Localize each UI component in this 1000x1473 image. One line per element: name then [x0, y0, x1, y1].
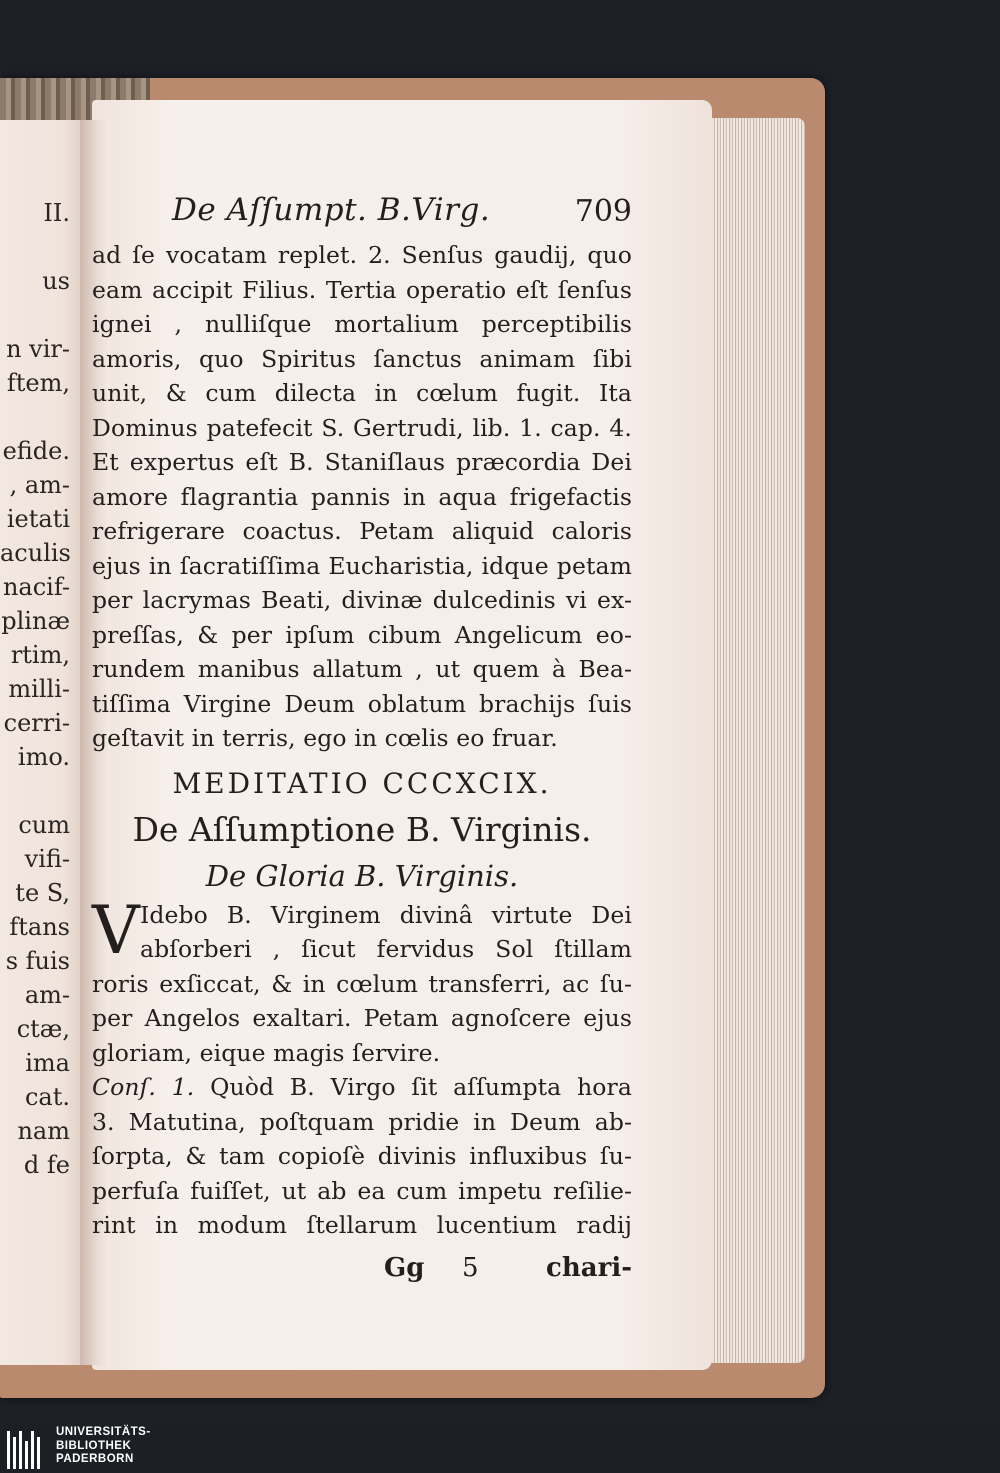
logo-line-3: PADERBORN [56, 1453, 134, 1465]
library-logo-icon [6, 1427, 50, 1471]
drop-cap: V [92, 891, 140, 969]
text-line: perfuſa fuiſſet, ut ab ea cum impetu reſilie- [92, 1176, 632, 1205]
text-line: preſſas, & per ipſum cibum Angelicum eo- [92, 620, 632, 649]
text-line: unit, & cum dilecta in cœlum fugit. Ita [92, 379, 632, 407]
page-number: 709 [574, 194, 632, 229]
left-page-line: , am- [9, 471, 70, 499]
text-line: rint in modum ſtellarum lucentium radij [92, 1211, 632, 1239]
page-edges [700, 118, 805, 1363]
text-line: amoris, quo Spiritus ſanctus animam ſibi [92, 344, 632, 373]
second-paragraph [92, 1105, 632, 1243]
left-page-line: te S, [15, 879, 70, 907]
consideration-text: Quòd B. Virgo ſit aſſumpta hora [210, 1073, 632, 1101]
left-page-line: milli- [8, 675, 70, 703]
signature-mark: Gg [384, 1252, 425, 1283]
text-line: amore flagrantia pannis in aqua frigefactis [92, 482, 632, 511]
text-line: Idebo B. Virginem divinâ virtute Dei [140, 900, 632, 929]
catchline [92, 1247, 632, 1291]
logo-line-1: UNIVERSITÄTS- [56, 1426, 151, 1438]
text-line: geſtavit in terris, ego in cœlis eo fruar. [92, 724, 558, 752]
left-page-line: ftans [9, 913, 70, 941]
left-page-text [0, 196, 70, 1182]
first-paragraph [92, 891, 632, 1071]
left-page-line: aculis [0, 539, 71, 567]
left-page-line: II. [43, 199, 70, 227]
left-page-line: s fuis [5, 947, 70, 975]
left-page-line [0, 298, 70, 332]
signature-number: 5 [462, 1252, 479, 1283]
left-page-line: ftem, [6, 369, 70, 397]
left-page-line: nacif- [2, 573, 70, 601]
section-heading: De Aſſumptione B. Virginis. [132, 809, 592, 849]
text-line: roris exſiccat, & in cœlum transferri, ac ſu- [92, 969, 632, 998]
left-page-line: ima [25, 1049, 70, 1077]
text-line: ſorpta, & tam copioſè divinis influxibus ſu- [92, 1142, 632, 1170]
running-head [92, 188, 632, 238]
meditatio-heading: MEDITATIO CCCXCIX. [172, 766, 552, 800]
left-page-line [0, 230, 70, 264]
left-page-line: cerri- [3, 709, 70, 737]
left-page-line: ietati [6, 505, 70, 533]
left-page-line: efide. [2, 437, 70, 465]
text-line: rundem manibus allatum , ut quem à Bea- [92, 655, 632, 683]
left-page-line: rtim, [10, 641, 70, 669]
text-line: Et expertus eſt B. Staniſlaus præcordia Dei [92, 448, 632, 476]
section-subheading: De Gloria B. Virginis. [205, 858, 519, 893]
left-page-line: nam [17, 1117, 70, 1145]
text-line: ignei , nulliſque mortalium perceptibilis [92, 310, 632, 338]
running-head-title: De Aſſumpt. B.Virg. [172, 192, 491, 228]
left-page-line: am- [24, 981, 70, 1009]
text-line: refrigerare coactus. Petam aliquid caloris [92, 517, 632, 545]
text-line: ad ſe vocatam replet. 2. Senſus gaudij, quo [92, 241, 632, 269]
text-line: gloriam, eique magis ſervire. [92, 1038, 441, 1067]
left-page-line: us [42, 267, 70, 295]
text-line: 3. Matutina, poſtquam pridie in Deum ab- [92, 1107, 632, 1136]
left-page-line [0, 774, 70, 808]
text-line: per Angelos exaltari. Petam agnoſcere ejus [92, 1004, 632, 1032]
left-page-line: d fe [23, 1151, 70, 1179]
left-page-line: imo. [17, 743, 70, 771]
text-line: Dominus patefecit S. Gertrudi, lib. 1. cap. 4. [92, 413, 632, 442]
text-line: eam accipit Filius. Tertia operatio eſt ſenſus [92, 275, 632, 304]
left-page-line: vifi- [24, 845, 70, 873]
text-line: per lacrymas Beati, divinæ dulcedinis vi ex- [92, 586, 632, 614]
left-page-line: cum [18, 811, 70, 839]
text-line: ejus in ſacratiſſima Eucharistia, idque petam [92, 551, 632, 580]
text-line: tiſſima Virgine Deum oblatum brachijs ſuis [92, 689, 632, 718]
right-page-text [92, 188, 632, 1291]
consideration-line [92, 1070, 632, 1105]
left-page-line: cat. [24, 1083, 70, 1111]
left-page-line: plinæ [1, 607, 70, 635]
left-page-line: n vir- [6, 335, 70, 363]
left-page-line [0, 400, 70, 434]
consideration-label: Conſ. 1. [92, 1073, 195, 1101]
text-line: abſorberi , ſicut fervidus Sol ſtillam [140, 935, 632, 963]
left-page-line: ctæ, [16, 1015, 70, 1043]
meditation-text [92, 238, 632, 756]
catchword: chari- [546, 1252, 632, 1283]
logo-line-2: BIBLIOTHEK [56, 1439, 132, 1452]
library-logo-text [56, 1426, 151, 1467]
